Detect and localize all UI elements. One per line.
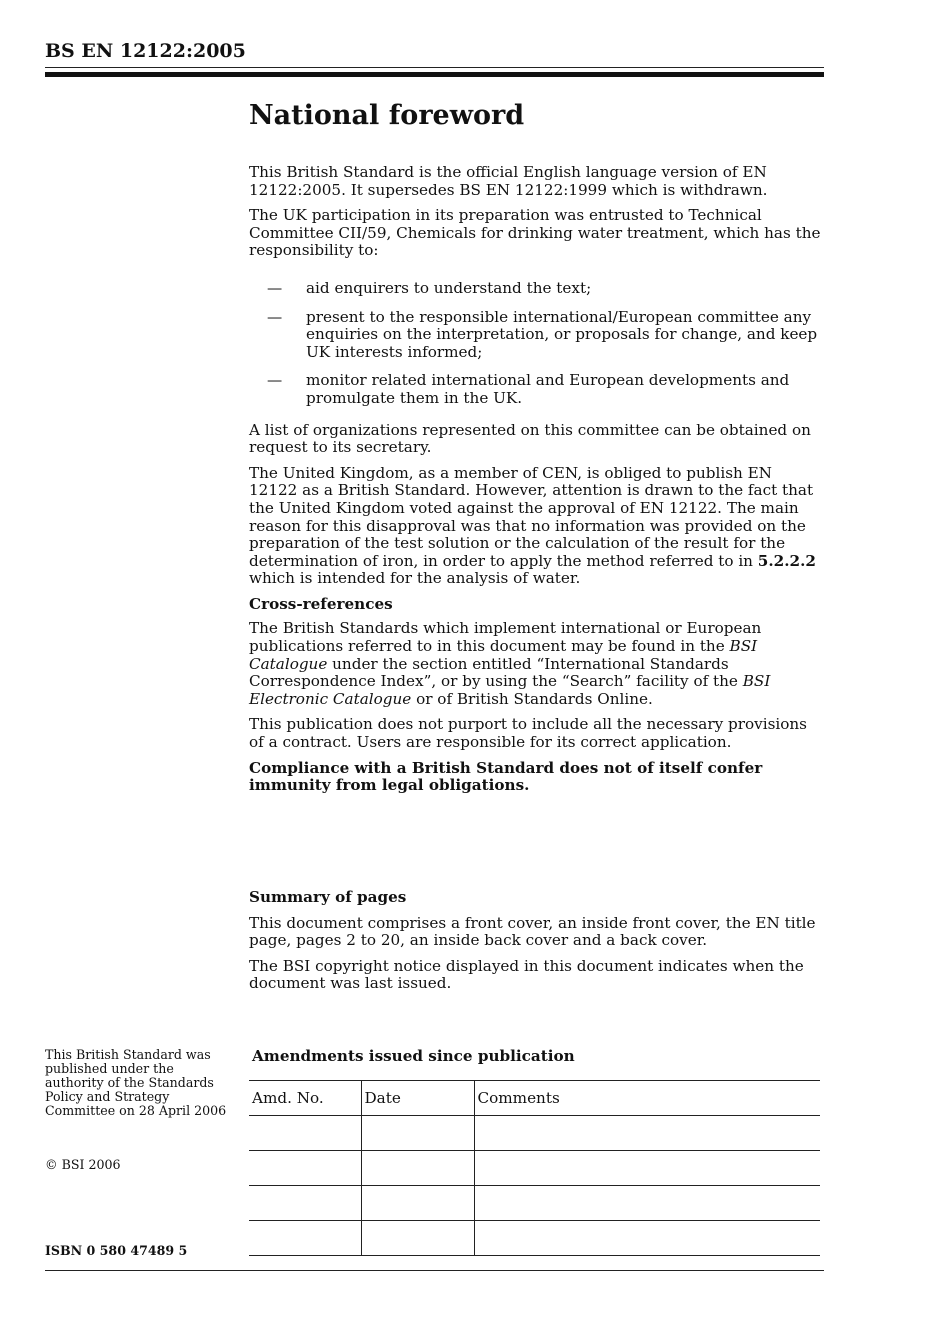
table-cell (361, 1151, 474, 1186)
header-rule-thin (45, 67, 824, 68)
bsi-electronic-catalogue: BSI Electronic Catalogue (249, 672, 771, 708)
header-rule-thick (45, 72, 824, 77)
list-item-text: monitor related international and European developments and promulgate them in the UK. (306, 371, 790, 407)
table-cell (474, 1221, 820, 1256)
summary-section (249, 889, 824, 1001)
table-row (249, 1151, 820, 1186)
table-cell (249, 1186, 361, 1221)
table-cell (361, 1116, 474, 1151)
summary-pages: This document comprises a front cover, an inside front cover, the EN title page, pages 2 to 20, an inside back cover and a back cover. (249, 913, 816, 950)
list-item-text: aid enquirers to understand the text; (306, 278, 592, 297)
dash-bullet: — (267, 307, 283, 326)
amendments-table (249, 1080, 820, 1256)
table-cell (249, 1116, 361, 1151)
table-cell (474, 1116, 820, 1151)
standard-number: BS EN 12122:2005 (45, 40, 246, 62)
provisions-paragraph: This publication does not purport to include all the necessary provisions of a contract. Users are responsible for its correct application. (249, 715, 807, 752)
list-item (249, 372, 824, 407)
summary-copyright-notice: The BSI copyright notice displayed in this document indicates when the document was last issued. (249, 956, 804, 993)
intro-paragraph: This British Standard is the official English language version of EN 12122:2005. It supersedes BS EN 12122:1999 which is withdrawn. (249, 163, 768, 199)
page-title: National foreword (249, 100, 525, 131)
table-row (249, 1116, 820, 1151)
dash-bullet: — (267, 278, 283, 297)
table-cell (474, 1151, 820, 1186)
table-cell (361, 1186, 474, 1221)
list-item (249, 309, 824, 362)
uk-vote-paragraph: The United Kingdom, as a member of CEN, is obliged to publish EN 12122 as a British Standard. However, attention is drawn to the fact that the United Kingdom voted against the approval of EN 12122. The main reason for this disapproval was that no information was provided on the preparation of the test solution or the calculation of the result for the determination of iron, in order to apply the method referred to in 5.2.2.2 which is intended for the analysis of water. (249, 463, 816, 588)
cross-references-heading: Cross-references (249, 594, 393, 613)
table-row (249, 1186, 820, 1221)
table-cell (249, 1221, 361, 1256)
responsibility-list (249, 280, 824, 408)
copyright: © BSI 2006 (45, 1157, 121, 1172)
foreword-body (249, 164, 824, 802)
table-row (249, 1221, 820, 1256)
column-header: Comments (474, 1081, 820, 1116)
clause-reference: 5.2.2.2 (757, 551, 816, 570)
footer-rule (45, 1270, 824, 1271)
authority-note: This British Standard was published under the authority of the Standards Policy and Strategy Committee on 28 April 2006 (45, 1047, 227, 1118)
table-cell (249, 1151, 361, 1186)
column-header: Amd. No. (249, 1081, 361, 1116)
table-header-row (249, 1081, 820, 1116)
committee-paragraph: The UK participation in its preparation was entrusted to Technical Committee CII/59, Chemicals for drinking water treatment, which has the responsibility to: (249, 206, 821, 260)
amendments-title: Amendments issued since publication (252, 1047, 575, 1065)
dash-bullet: — (267, 371, 283, 390)
isbn: ISBN 0 580 47489 5 (45, 1243, 188, 1258)
column-header: Date (361, 1081, 474, 1116)
bsi-catalogue: BSI Catalogue (249, 637, 758, 673)
cross-references-paragraph: The British Standards which implement international or European publications referred to in this document may be found in the BSI Catalogue under the section entitled “International Standards Correspondence Index”, or by using the “Search” facility of the BSI Electronic Catalogue or of British Standards Online. (249, 619, 771, 708)
list-item (249, 280, 824, 298)
table-cell (361, 1221, 474, 1256)
summary-heading: Summary of pages (249, 888, 407, 906)
table-cell (474, 1186, 820, 1221)
committee-list-paragraph: A list of organizations represented on this committee can be obtained on request to its secretary. (249, 420, 811, 457)
compliance-statement: Compliance with a British Standard does not of itself confer immunity from legal obligations. (249, 758, 763, 795)
list-item-text: present to the responsible international/European committee any enquiries on the interpretation, or proposals for change, and keep UK interests informed; (306, 307, 818, 361)
